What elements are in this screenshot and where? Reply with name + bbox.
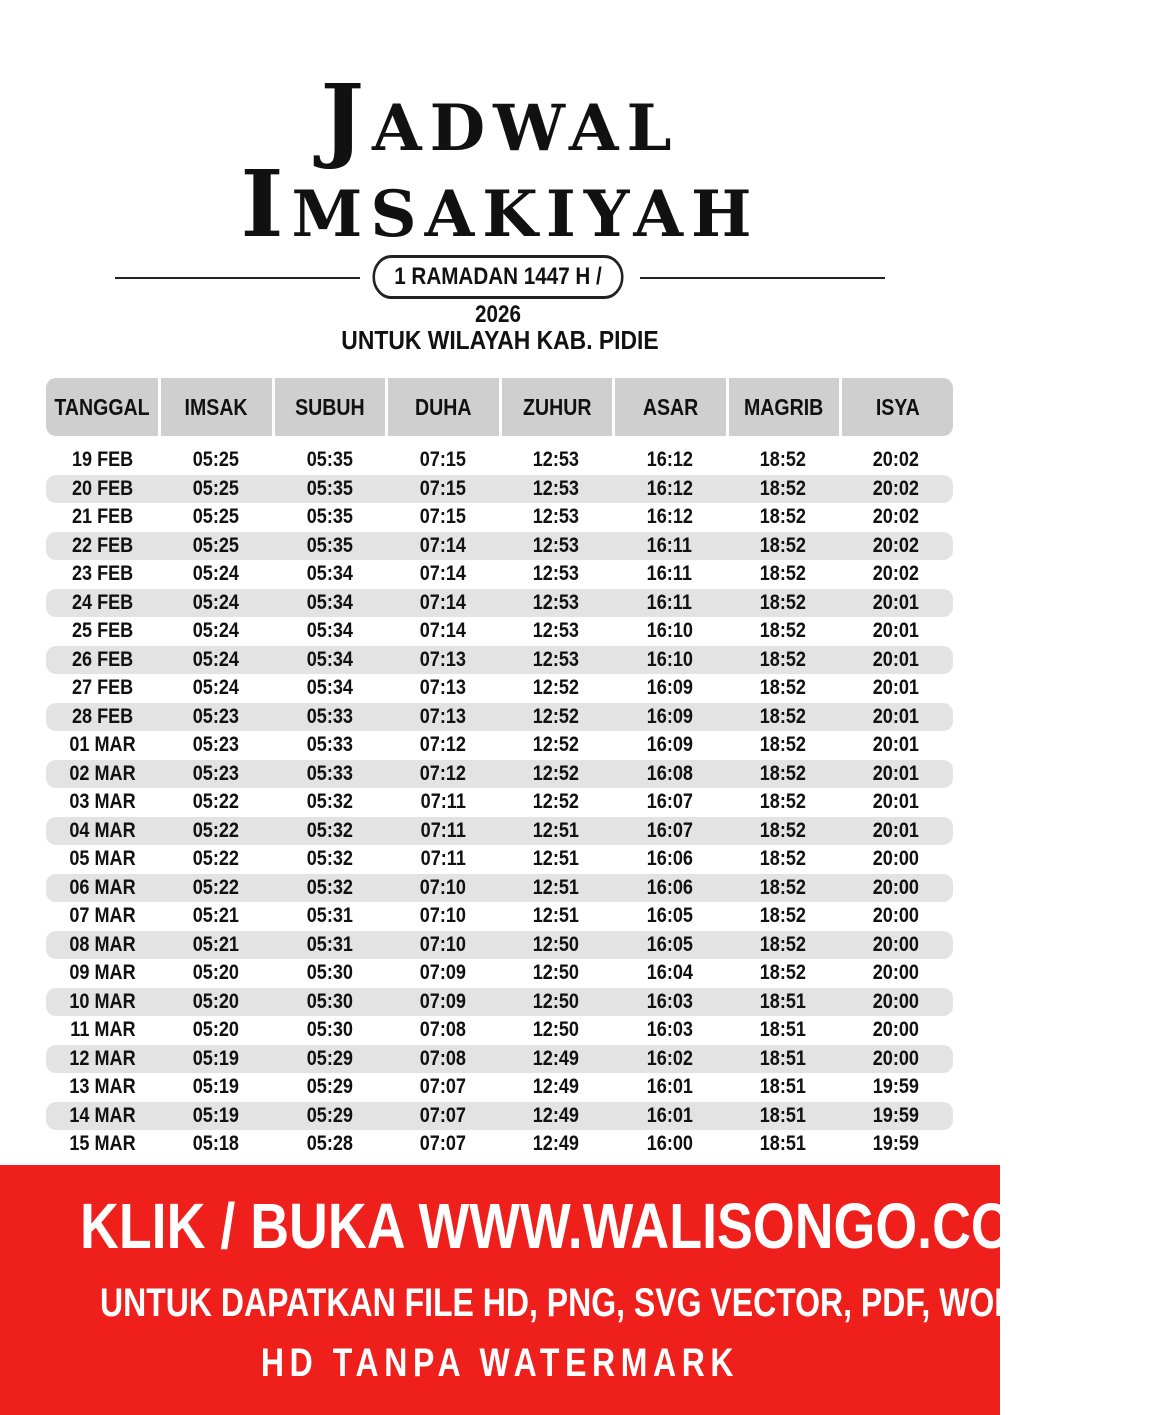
column-header-magrib: MAGRIB bbox=[729, 378, 840, 436]
time-cell: 18:51 bbox=[759, 1018, 807, 1042]
time-cell: 07:14 bbox=[419, 619, 466, 643]
time-cell: 05:21 bbox=[192, 904, 240, 928]
table-row bbox=[46, 760, 953, 789]
time-cell: 12:51 bbox=[533, 904, 580, 928]
table-row bbox=[46, 1016, 953, 1045]
promo-banner[interactable] bbox=[0, 1165, 1165, 1415]
time-cell: 16:06 bbox=[646, 847, 693, 871]
time-cell: 12:50 bbox=[533, 989, 580, 1013]
time-cell: 12:51 bbox=[533, 847, 580, 871]
time-cell: 20:01 bbox=[873, 761, 920, 785]
time-cell: 18:52 bbox=[759, 704, 807, 728]
time-cell: 12:49 bbox=[533, 1046, 580, 1070]
time-cell: 20:02 bbox=[873, 562, 920, 586]
time-cell: 05:29 bbox=[306, 1075, 353, 1099]
time-cell: 12:53 bbox=[533, 562, 580, 586]
time-cell: 05:32 bbox=[306, 790, 353, 814]
table-row bbox=[46, 589, 953, 618]
time-cell: 05:30 bbox=[306, 989, 353, 1013]
time-cell: 05:25 bbox=[192, 448, 240, 472]
time-cell: 05:19 bbox=[192, 1075, 240, 1099]
time-cell: 18:52 bbox=[759, 562, 807, 586]
time-cell: 18:52 bbox=[759, 676, 807, 700]
table-row bbox=[46, 902, 953, 931]
time-cell: 20:02 bbox=[873, 533, 920, 557]
time-cell: 05:35 bbox=[306, 533, 353, 557]
time-cell: 12:53 bbox=[533, 590, 580, 614]
time-cell: 05:22 bbox=[192, 818, 240, 842]
date-cell: 10 MAR bbox=[69, 989, 136, 1013]
time-cell: 07:11 bbox=[420, 790, 466, 814]
time-cell: 20:00 bbox=[873, 989, 920, 1013]
table-row bbox=[46, 1073, 953, 1102]
time-cell: 12:49 bbox=[533, 1103, 580, 1127]
time-cell: 05:25 bbox=[192, 476, 240, 500]
time-cell: 07:11 bbox=[420, 847, 466, 871]
time-cell: 16:11 bbox=[646, 533, 693, 557]
table-row bbox=[46, 931, 953, 960]
time-cell: 12:52 bbox=[533, 704, 580, 728]
time-cell: 05:32 bbox=[306, 818, 353, 842]
time-cell: 18:51 bbox=[759, 1132, 807, 1156]
banner-note: HD TANPA WATERMARK bbox=[260, 1341, 740, 1385]
time-cell: 05:30 bbox=[306, 961, 353, 985]
time-cell: 12:49 bbox=[533, 1075, 580, 1099]
divider-right bbox=[640, 277, 885, 279]
table-row bbox=[46, 1130, 953, 1159]
time-cell: 19:59 bbox=[873, 1075, 920, 1099]
time-cell: 16:01 bbox=[646, 1103, 693, 1127]
time-cell: 16:12 bbox=[646, 448, 693, 472]
time-cell: 18:52 bbox=[759, 847, 807, 871]
time-cell: 12:50 bbox=[533, 932, 580, 956]
time-cell: 05:18 bbox=[192, 1132, 240, 1156]
time-cell: 05:34 bbox=[306, 562, 353, 586]
time-cell: 18:51 bbox=[759, 1075, 807, 1099]
time-cell: 20:00 bbox=[873, 961, 920, 985]
time-cell: 20:01 bbox=[873, 590, 920, 614]
time-cell: 05:25 bbox=[192, 533, 240, 557]
time-cell: 05:22 bbox=[192, 847, 240, 871]
time-cell: 07:15 bbox=[419, 505, 466, 529]
time-cell: 18:52 bbox=[759, 476, 807, 500]
table-row bbox=[46, 503, 953, 532]
time-cell: 12:53 bbox=[533, 647, 580, 671]
date-cell: 06 MAR bbox=[69, 875, 136, 899]
table-row bbox=[46, 1102, 953, 1131]
time-cell: 07:15 bbox=[419, 448, 466, 472]
table-header bbox=[46, 378, 953, 436]
time-cell: 07:09 bbox=[419, 989, 466, 1013]
date-cell: 13 MAR bbox=[69, 1075, 136, 1099]
time-cell: 16:07 bbox=[646, 818, 693, 842]
banner-subline: UNTUK DAPATKAN FILE HD, PNG, SVG VECTOR, PDF, WORD, EXCEL bbox=[100, 1281, 1165, 1325]
date-cell: 28 FEB bbox=[72, 704, 134, 728]
time-cell: 18:52 bbox=[759, 961, 807, 985]
time-cell: 05:20 bbox=[192, 961, 240, 985]
time-cell: 18:51 bbox=[759, 989, 807, 1013]
time-cell: 20:01 bbox=[873, 676, 920, 700]
time-cell: 05:21 bbox=[192, 932, 240, 956]
time-cell: 18:52 bbox=[759, 619, 807, 643]
table-row bbox=[46, 817, 953, 846]
time-cell: 16:05 bbox=[646, 904, 693, 928]
time-cell: 18:52 bbox=[759, 533, 807, 557]
time-cell: 05:24 bbox=[192, 590, 240, 614]
table-row bbox=[46, 617, 953, 646]
time-cell: 07:12 bbox=[419, 733, 466, 757]
column-header-duha: DUHA bbox=[388, 378, 499, 436]
time-cell: 07:13 bbox=[419, 676, 466, 700]
time-cell: 07:08 bbox=[419, 1046, 466, 1070]
time-cell: 05:19 bbox=[192, 1046, 240, 1070]
time-cell: 18:52 bbox=[759, 590, 807, 614]
time-cell: 20:01 bbox=[873, 733, 920, 757]
time-cell: 07:07 bbox=[419, 1075, 466, 1099]
time-cell: 16:00 bbox=[646, 1132, 693, 1156]
time-cell: 05:19 bbox=[192, 1103, 240, 1127]
table-row bbox=[46, 532, 953, 561]
time-cell: 07:10 bbox=[419, 875, 466, 899]
time-cell: 18:52 bbox=[759, 505, 807, 529]
date-cell: 20 FEB bbox=[72, 476, 134, 500]
time-cell: 07:13 bbox=[419, 647, 466, 671]
date-cell: 01 MAR bbox=[69, 733, 136, 757]
time-cell: 07:08 bbox=[419, 1018, 466, 1042]
time-cell: 05:33 bbox=[306, 761, 353, 785]
date-cell: 25 FEB bbox=[72, 619, 134, 643]
time-cell: 05:35 bbox=[306, 505, 353, 529]
time-cell: 12:49 bbox=[533, 1132, 580, 1156]
time-cell: 16:10 bbox=[646, 619, 693, 643]
table-row bbox=[46, 874, 953, 903]
time-cell: 05:23 bbox=[192, 761, 240, 785]
time-cell: 05:31 bbox=[306, 932, 353, 956]
time-cell: 05:24 bbox=[192, 619, 240, 643]
region-subtitle: UNTUK WILAYAH KAB. PIDIE bbox=[341, 325, 659, 355]
time-cell: 18:52 bbox=[759, 875, 807, 899]
time-cell: 16:03 bbox=[646, 989, 693, 1013]
time-cell: 16:02 bbox=[646, 1046, 693, 1070]
time-cell: 18:52 bbox=[759, 790, 807, 814]
column-header-zuhur: ZUHUR bbox=[502, 378, 613, 436]
time-cell: 05:33 bbox=[306, 704, 353, 728]
time-cell: 12:50 bbox=[533, 961, 580, 985]
date-cell: 22 FEB bbox=[72, 533, 134, 557]
time-cell: 12:53 bbox=[533, 476, 580, 500]
time-cell: 16:09 bbox=[646, 733, 693, 757]
date-cell: 27 FEB bbox=[72, 676, 134, 700]
time-cell: 07:07 bbox=[419, 1132, 466, 1156]
time-cell: 18:52 bbox=[759, 904, 807, 928]
time-cell: 05:23 bbox=[192, 704, 240, 728]
time-cell: 16:07 bbox=[646, 790, 693, 814]
date-cell: 24 FEB bbox=[72, 590, 134, 614]
time-cell: 16:06 bbox=[646, 875, 693, 899]
column-header-subuh: SUBUH bbox=[275, 378, 386, 436]
date-cell: 02 MAR bbox=[69, 761, 136, 785]
time-cell: 05:28 bbox=[306, 1132, 353, 1156]
schedule-table-body bbox=[46, 446, 953, 1159]
title-line-2: Imsakiyah bbox=[240, 150, 760, 258]
date-cell: 26 FEB bbox=[72, 647, 134, 671]
time-cell: 16:11 bbox=[646, 590, 693, 614]
date-cell: 14 MAR bbox=[69, 1103, 136, 1127]
table-row bbox=[46, 646, 953, 675]
time-cell: 07:15 bbox=[419, 476, 466, 500]
time-cell: 05:32 bbox=[306, 875, 353, 899]
date-cell: 23 FEB bbox=[72, 562, 134, 586]
time-cell: 12:52 bbox=[533, 676, 580, 700]
time-cell: 20:00 bbox=[873, 932, 920, 956]
time-cell: 18:52 bbox=[759, 818, 807, 842]
banner-headline[interactable]: KLIK / BUKA WWW.WALISONGO.CO.ID bbox=[80, 1190, 1082, 1262]
column-header-asar: ASAR bbox=[615, 378, 726, 436]
time-cell: 05:20 bbox=[192, 1018, 240, 1042]
time-cell: 05:22 bbox=[192, 875, 240, 899]
time-cell: 05:24 bbox=[192, 562, 240, 586]
date-cell: 11 MAR bbox=[70, 1018, 136, 1042]
time-cell: 07:09 bbox=[419, 961, 466, 985]
table-row bbox=[46, 788, 953, 817]
date-badge: 1 RAMADAN 1447 H / 2026 bbox=[372, 255, 623, 299]
time-cell: 05:35 bbox=[306, 448, 353, 472]
date-cell: 09 MAR bbox=[69, 961, 136, 985]
time-cell: 05:22 bbox=[192, 790, 240, 814]
time-cell: 07:11 bbox=[420, 818, 466, 842]
date-cell: 21 FEB bbox=[72, 505, 134, 529]
time-cell: 07:14 bbox=[419, 562, 466, 586]
date-cell: 12 MAR bbox=[69, 1046, 136, 1070]
time-cell: 20:01 bbox=[873, 790, 920, 814]
time-cell: 16:12 bbox=[646, 505, 693, 529]
time-cell: 07:10 bbox=[419, 904, 466, 928]
date-cell: 08 MAR bbox=[69, 932, 136, 956]
time-cell: 16:12 bbox=[646, 476, 693, 500]
time-cell: 16:04 bbox=[646, 961, 693, 985]
time-cell: 12:52 bbox=[533, 733, 580, 757]
time-cell: 18:52 bbox=[759, 733, 807, 757]
time-cell: 19:59 bbox=[873, 1103, 920, 1127]
time-cell: 12:53 bbox=[533, 448, 580, 472]
date-cell: 04 MAR bbox=[69, 818, 136, 842]
time-cell: 19:59 bbox=[873, 1132, 920, 1156]
time-cell: 05:34 bbox=[306, 619, 353, 643]
time-cell: 18:51 bbox=[759, 1046, 807, 1070]
date-cell: 05 MAR bbox=[69, 847, 136, 871]
time-cell: 05:24 bbox=[192, 647, 240, 671]
time-cell: 20:00 bbox=[873, 1018, 920, 1042]
table-row bbox=[46, 674, 953, 703]
divider-left bbox=[115, 277, 360, 279]
time-cell: 05:29 bbox=[306, 1103, 353, 1127]
time-cell: 20:00 bbox=[873, 847, 920, 871]
time-cell: 20:02 bbox=[873, 448, 920, 472]
time-cell: 20:01 bbox=[873, 619, 920, 643]
title-line-1: Jadwal bbox=[320, 64, 680, 172]
time-cell: 07:10 bbox=[419, 932, 466, 956]
time-cell: 18:51 bbox=[759, 1103, 807, 1127]
column-header-isya: ISYA bbox=[842, 378, 953, 436]
table-row bbox=[46, 1045, 953, 1074]
time-cell: 12:53 bbox=[533, 505, 580, 529]
time-cell: 05:34 bbox=[306, 676, 353, 700]
time-cell: 05:24 bbox=[192, 676, 240, 700]
time-cell: 20:02 bbox=[873, 476, 920, 500]
time-cell: 18:52 bbox=[759, 932, 807, 956]
time-cell: 20:00 bbox=[873, 904, 920, 928]
time-cell: 05:25 bbox=[192, 505, 240, 529]
table-row bbox=[46, 475, 953, 504]
time-cell: 05:31 bbox=[306, 904, 353, 928]
time-cell: 20:02 bbox=[873, 505, 920, 529]
time-cell: 12:52 bbox=[533, 761, 580, 785]
time-cell: 07:14 bbox=[419, 533, 466, 557]
time-cell: 16:10 bbox=[646, 647, 693, 671]
date-cell: 07 MAR bbox=[69, 904, 136, 928]
time-cell: 12:53 bbox=[533, 619, 580, 643]
time-cell: 20:01 bbox=[873, 704, 920, 728]
time-cell: 20:00 bbox=[873, 1046, 920, 1070]
table-row bbox=[46, 845, 953, 874]
time-cell: 12:51 bbox=[533, 875, 580, 899]
table-row bbox=[46, 959, 953, 988]
time-cell: 20:01 bbox=[873, 647, 920, 671]
table-row bbox=[46, 731, 953, 760]
table-row bbox=[46, 703, 953, 732]
time-cell: 16:09 bbox=[646, 704, 693, 728]
time-cell: 05:34 bbox=[306, 590, 353, 614]
time-cell: 05:35 bbox=[306, 476, 353, 500]
time-cell: 16:08 bbox=[646, 761, 693, 785]
time-cell: 18:52 bbox=[759, 761, 807, 785]
time-cell: 05:32 bbox=[306, 847, 353, 871]
time-cell: 05:20 bbox=[192, 989, 240, 1013]
time-cell: 05:23 bbox=[192, 733, 240, 757]
time-cell: 16:03 bbox=[646, 1018, 693, 1042]
table-row bbox=[46, 446, 953, 475]
time-cell: 05:30 bbox=[306, 1018, 353, 1042]
date-cell: 03 MAR bbox=[69, 790, 136, 814]
time-cell: 12:51 bbox=[533, 818, 580, 842]
time-cell: 12:53 bbox=[533, 533, 580, 557]
time-cell: 20:01 bbox=[873, 818, 920, 842]
table-row bbox=[46, 560, 953, 589]
column-header-tanggal: TANGGAL bbox=[46, 378, 158, 436]
time-cell: 07:07 bbox=[419, 1103, 466, 1127]
time-cell: 05:33 bbox=[306, 733, 353, 757]
time-cell: 20:00 bbox=[873, 875, 920, 899]
date-cell: 19 FEB bbox=[72, 448, 134, 472]
time-cell: 18:52 bbox=[759, 448, 807, 472]
time-cell: 12:52 bbox=[533, 790, 580, 814]
time-cell: 07:14 bbox=[419, 590, 466, 614]
table-row bbox=[46, 988, 953, 1017]
time-cell: 12:50 bbox=[533, 1018, 580, 1042]
date-cell: 15 MAR bbox=[69, 1132, 136, 1156]
time-cell: 16:05 bbox=[646, 932, 693, 956]
time-cell: 16:09 bbox=[646, 676, 693, 700]
time-cell: 05:29 bbox=[306, 1046, 353, 1070]
time-cell: 16:11 bbox=[646, 562, 693, 586]
time-cell: 05:34 bbox=[306, 647, 353, 671]
column-header-imsak: IMSAK bbox=[161, 378, 272, 436]
time-cell: 07:12 bbox=[419, 761, 466, 785]
time-cell: 18:52 bbox=[759, 647, 807, 671]
time-cell: 07:13 bbox=[419, 704, 466, 728]
time-cell: 16:01 bbox=[646, 1075, 693, 1099]
